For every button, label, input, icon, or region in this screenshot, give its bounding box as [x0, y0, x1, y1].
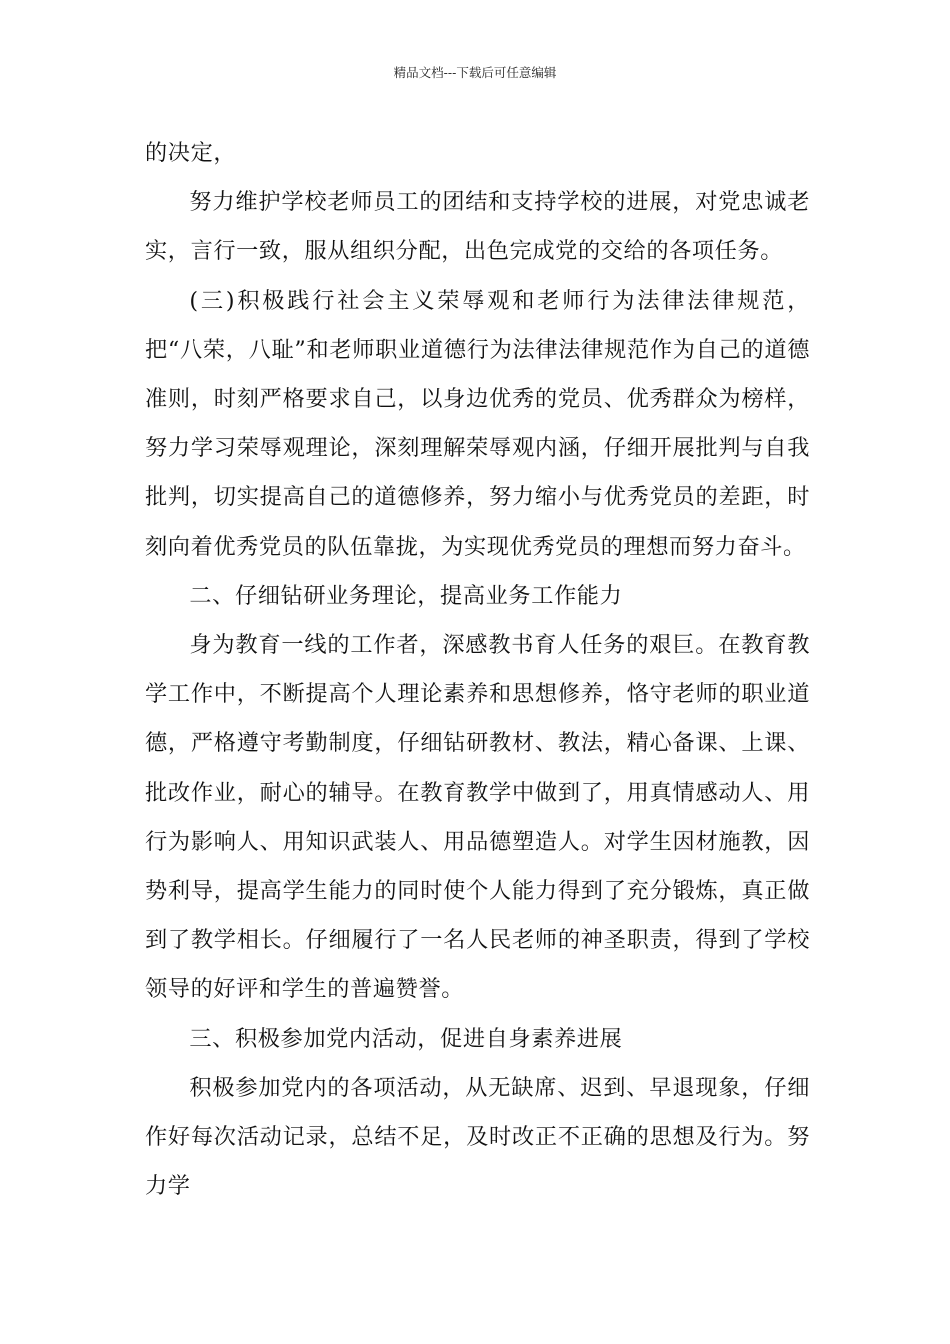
paragraph-teaching-work: 身为教育一线的工作者，深感教书育人任务的艰巨。在教育教学工作中，不断提高个人理论素养和思想修养，恪守老师的职业道德，严格遵守考勤制度，仔细钻研教材、教法，精心备课、上课、批改作业，耐心的辅导。在教育教学中做到了，用真情感动人、用行为影响人、用知识武装人、用品德塑造人。对学生因材施教，因势利导，提高学生能力的同时使个人能力得到了充分锻炼，真正做到了教学相长。仔细履行了一名人民老师的神圣职责，得到了学校领导的好评和学生的普遍赞誉。 [145, 632, 810, 1003]
paragraph-continuation: 的决定， [145, 140, 237, 166]
section-heading-3: 三、积极参加党内活动，促进自身素养进展 [189, 1025, 623, 1052]
page-header: 精品文档---下载后可任意编辑 [393, 65, 557, 80]
paragraph-honor-shame: (三)积极践行社会主义荣辱观和老师行为法律法律规范，把“八荣，八耻”和老师职业道德行为法律法律规范作为自己的道德准则，时刻严格要求自己，以身边优秀的党员、优秀群众为榜样，努力学习荣辱观理论，深刻理解荣辱观内涵，仔细开展批判与自我批判，切实提高自己的道德修养，努力缩小与优秀党员的差距，时刻向着优秀党员的队伍靠拢，为实现优秀党员的理想而努力奋斗。 [145, 287, 810, 560]
section-heading-2: 二、仔细钻研业务理论，提高业务工作能力 [189, 582, 623, 609]
paragraph-party-activities: 积极参加党内的各项活动，从无缺席、迟到、早退现象，仔细作好每次活动记录，总结不足，及时改正不正确的思想及行为。努力学 [145, 1074, 810, 1200]
document-body [145, 129, 810, 1211]
paragraph-maintain-unity: 努力维护学校老师员工的团结和支持学校的进展，对党忠诚老实，言行一致，服从组织分配，出色完成党的交给的各项任务。 [145, 189, 810, 265]
